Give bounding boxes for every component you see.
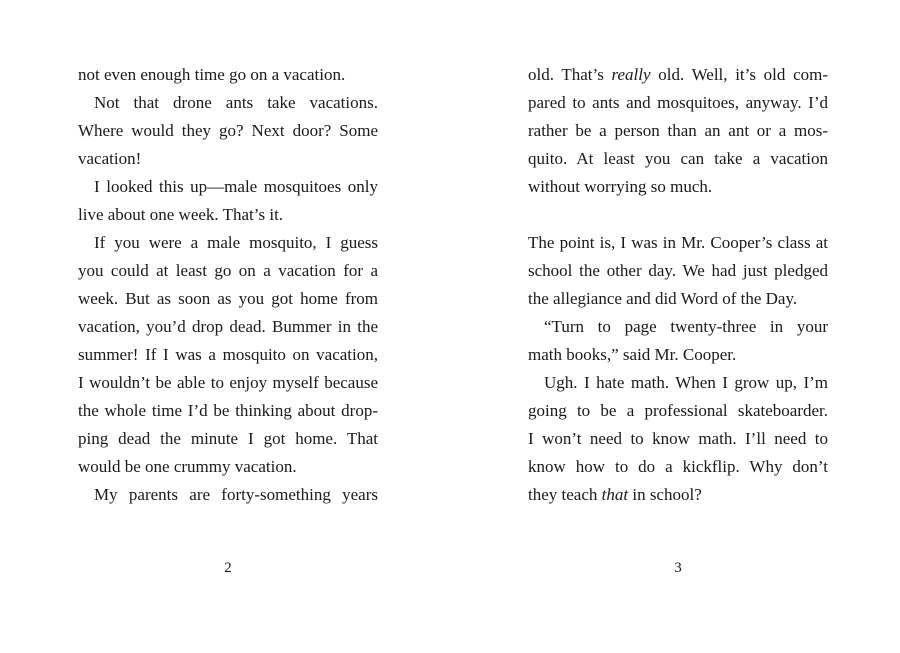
text-line: would be one crummy vacation. xyxy=(78,457,297,476)
text-line: the allegiance and did Word of the Day. xyxy=(528,289,798,308)
text-line: week. But as soon as you got home from xyxy=(78,289,378,308)
text-line: Not that drone ants take vacations. xyxy=(94,93,378,112)
text-line: I wouldn’t be able to enjoy myself because xyxy=(78,373,378,392)
text-line: quito. At least you can take a vacation xyxy=(528,149,828,168)
text-line: you could at least go on a vacation for a xyxy=(78,261,378,280)
text-line: vacation, you’d drop dead. Bummer in the xyxy=(78,317,378,336)
text-line: “Turn to page twenty-three in your xyxy=(544,317,828,336)
text-line xyxy=(528,61,828,89)
text-line: not even enough time go on a vacation. xyxy=(78,65,346,84)
right-page xyxy=(528,0,828,653)
left-page xyxy=(78,0,378,653)
italic-emphasis: really xyxy=(611,65,651,84)
text-line: summer! If I was a mosquito on vacation, xyxy=(78,345,378,364)
text-line: the whole time I’d be thinking about drop- xyxy=(78,401,378,420)
text-line: The point is, I was in Mr. Cooper’s class at xyxy=(528,233,828,252)
text-line: live about one week. That’s it. xyxy=(78,205,284,224)
text-line: ping dead the minute I got home. That xyxy=(78,429,378,448)
text-run: old. That’s xyxy=(528,65,612,84)
text-line: Where would they go? Next door? Some xyxy=(78,121,378,140)
text-line: If you were a male mosquito, I guess xyxy=(94,233,378,252)
text-line: I won’t need to know math. I’ll need to xyxy=(528,429,828,448)
page-number: 2 xyxy=(224,560,232,576)
text-line: math books,” said Mr. Cooper. xyxy=(528,345,737,364)
text-line: rather be a person than an ant or a mos- xyxy=(528,121,828,140)
page-number: 3 xyxy=(674,560,682,576)
italic-emphasis: that xyxy=(601,485,629,504)
text-line: I looked this up—male mosquitoes only xyxy=(94,177,378,196)
text-line: school the other day. We had just pledged xyxy=(528,261,828,280)
text-line: without worrying so much. xyxy=(528,177,713,196)
text-line xyxy=(528,481,828,509)
text-line: My parents are forty-something years xyxy=(94,485,378,504)
text-line: going to be a professional skateboarder. xyxy=(528,401,828,420)
text-run: they teach xyxy=(528,485,602,504)
text-line: pared to ants and mosquitoes, anyway. I’d xyxy=(528,93,828,112)
text-run: in school? xyxy=(628,485,702,504)
text-line: know how to do a kickflip. Why don’t xyxy=(528,457,828,476)
text-run: old. Well, it’s old com- xyxy=(650,65,828,84)
text-line: vacation! xyxy=(78,149,142,168)
text-line: Ugh. I hate math. When I grow up, I’m xyxy=(544,373,828,392)
